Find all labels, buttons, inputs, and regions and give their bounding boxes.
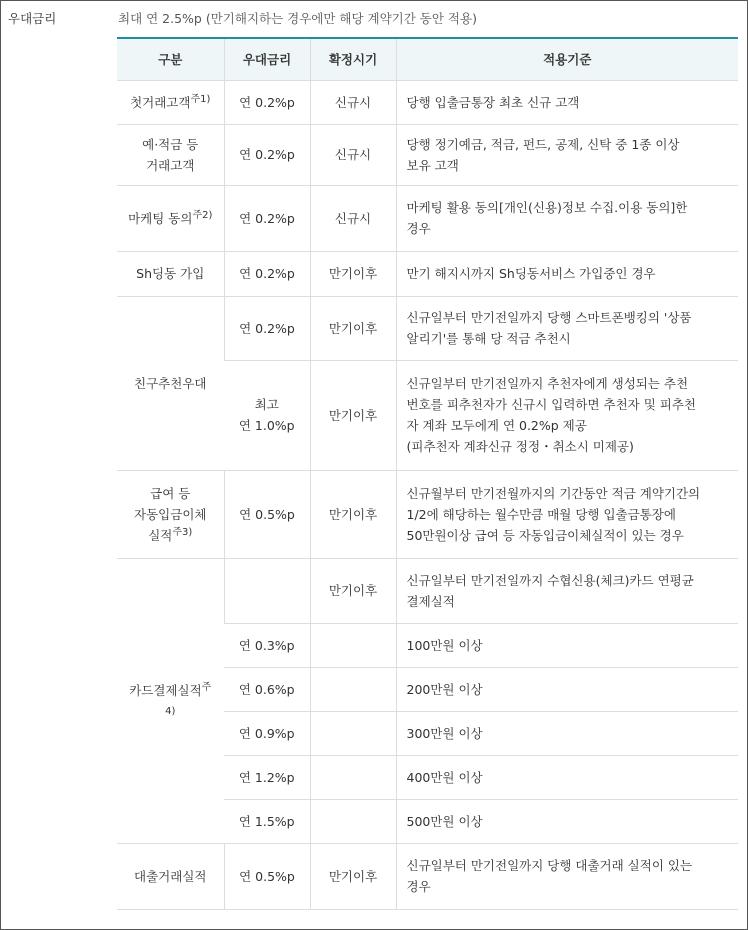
row-rate: 연 1.2%p: [224, 755, 310, 799]
row-criteria: 마케팅 활용 동의[개인(신용)정보 수집.이용 동의]한 경우: [396, 185, 738, 251]
row-category: 예·적금 등 거래고객: [117, 124, 224, 185]
row-criteria: 당행 정기예금, 적금, 펀드, 공제, 신탁 중 1종 이상 보유 고객: [396, 124, 738, 185]
row-rate: 연 0.2%p: [224, 296, 310, 360]
row-timing: 만기이후: [310, 843, 396, 909]
row-timing: 신규시: [310, 80, 396, 124]
table-row: [117, 558, 738, 623]
row-rate: 연 0.2%p: [224, 251, 310, 296]
header-timing: 확정시기: [310, 38, 396, 80]
row-criteria: 신규일부터 만기전일까지 당행 대출거래 실적이 있는 경우: [396, 843, 738, 909]
max-rate-summary: 최대 연 2.5%p (만기해지하는 경우에만 해당 계약기간 동안 적용): [118, 11, 477, 26]
row-category: 카드결제실적$^주$ 4): [117, 558, 224, 843]
row-criteria: 300만원 이상: [396, 711, 738, 755]
header-criteria: 적용기준: [396, 38, 738, 80]
row-criteria: 100만원 이상: [396, 623, 738, 667]
row-timing: [310, 667, 396, 711]
table-row: [117, 296, 738, 360]
row-rate: 연 0.2%p: [224, 124, 310, 185]
row-category: 친구추천우대: [117, 296, 224, 470]
row-criteria: 신규일부터 만기전일까지 추천자에게 생성되는 추천 번호를 피추천자가 신규시 입력하면 추천자 및 피추천 자 계좌 모두에게 연 0.2%p 제공 (피추천자 계좌신규 정정・취소시 미제공): [396, 360, 738, 470]
row-criteria: 만기 해지시까지 Sh딩동서비스 가입중인 경우: [396, 251, 738, 296]
row-rate: 연 0.2%p: [224, 80, 310, 124]
row-rate: [224, 558, 310, 623]
header-category: 구분: [117, 38, 224, 80]
table-row: [117, 843, 738, 909]
row-category: Sh딩동 가입: [117, 251, 224, 296]
row-category: 첫거래고객$^{주1)}$: [117, 80, 224, 124]
row-rate: 연 0.5%p: [224, 470, 310, 558]
table-row: [117, 124, 738, 185]
row-criteria: 신규일부터 만기전일까지 당행 스마트폰뱅킹의 '상품 알리기'를 통해 당 적금 추천시: [396, 296, 738, 360]
row-rate: 연 0.9%p: [224, 711, 310, 755]
row-criteria: 200만원 이상: [396, 667, 738, 711]
table-row: [117, 251, 738, 296]
row-category: 대출거래실적: [117, 843, 224, 909]
table-row: [117, 185, 738, 251]
row-timing: 만기이후: [310, 470, 396, 558]
row-timing: 만기이후: [310, 360, 396, 470]
row-timing: [310, 623, 396, 667]
row-criteria: 500만원 이상: [396, 799, 738, 843]
row-category: 급여 등 자동입금이체 실적$^{주3)}$: [117, 470, 224, 558]
row-timing: 신규시: [310, 185, 396, 251]
row-rate: 최고 연 1.0%p: [224, 360, 310, 470]
table-header-row: [117, 38, 738, 80]
row-rate: 연 0.6%p: [224, 667, 310, 711]
row-timing: [310, 799, 396, 843]
row-rate: 연 0.3%p: [224, 623, 310, 667]
row-timing: 만기이후: [310, 558, 396, 623]
row-criteria: 신규일부터 만기전일까지 수협신용(체크)카드 연평균 결제실적: [396, 558, 738, 623]
row-rate: 연 1.5%p: [224, 799, 310, 843]
row-category: 마케팅 동의$^{주2)}$: [117, 185, 224, 251]
footnote-mark: 주1): [190, 93, 211, 105]
row-timing: [310, 755, 396, 799]
table-row: [117, 470, 738, 558]
row-rate: 연 0.2%p: [224, 185, 310, 251]
preferential-rate-table: [117, 37, 738, 910]
header-rate: 우대금리: [224, 38, 310, 80]
row-timing: 신규시: [310, 124, 396, 185]
row-criteria: 신규월부터 만기전월까지의 기간동안 적금 계약기간의 1/2에 해당하는 월수만큼 매월 당행 입출금통장에 50만원이상 급여 등 자동입금이체실적이 있는 경우: [396, 470, 738, 558]
row-rate: 연 0.5%p: [224, 843, 310, 909]
row-timing: [310, 711, 396, 755]
footnote-mark: 주3): [172, 526, 193, 538]
row-timing: 만기이후: [310, 251, 396, 296]
footnote-mark: 주2): [192, 209, 213, 221]
row-criteria: 400만원 이상: [396, 755, 738, 799]
row-timing: 만기이후: [310, 296, 396, 360]
table-row: [117, 80, 738, 124]
row-criteria: 당행 입출금통장 최초 신규 고객: [396, 80, 738, 124]
section-label: 우대금리: [8, 11, 57, 26]
footnote-mark: 주: [201, 681, 212, 693]
